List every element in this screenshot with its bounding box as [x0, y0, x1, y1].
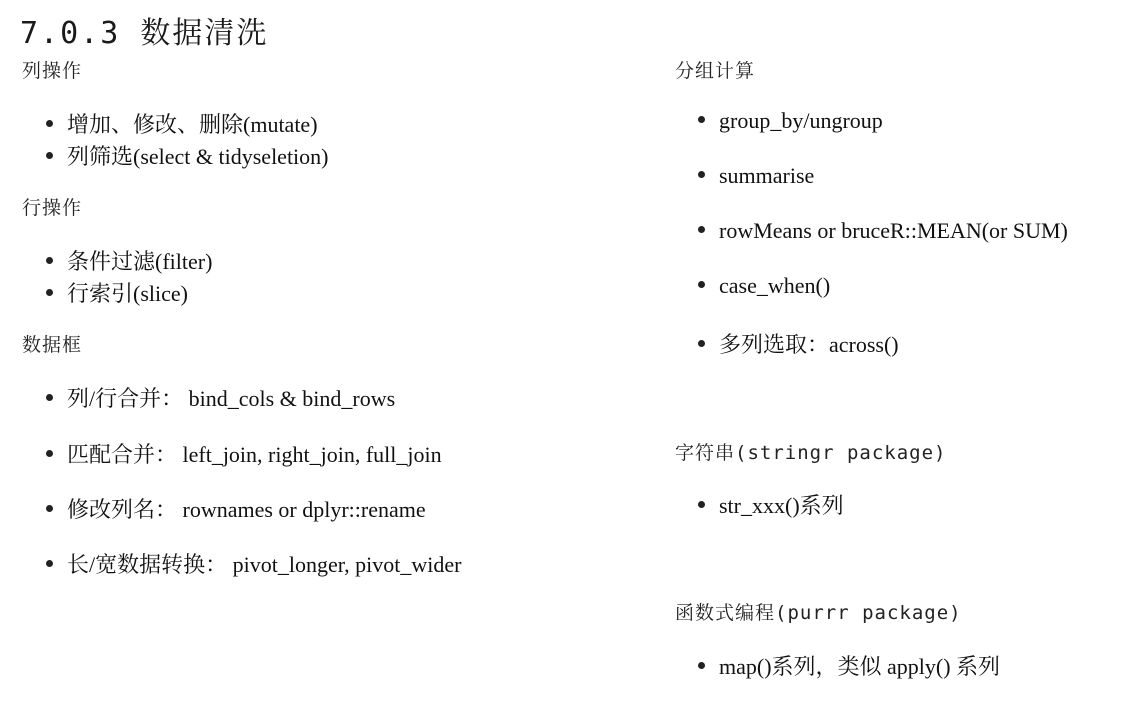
page-title: 7.0.3 数据清洗: [20, 16, 269, 51]
list-item: case_when(): [698, 273, 830, 299]
list-item: 条件过滤(filter): [46, 245, 212, 276]
list-item: rowMeans or bruceR::MEAN(or SUM): [698, 218, 1068, 244]
bullet-icon: [698, 281, 705, 288]
list-item: str_xxx()系列: [698, 489, 844, 520]
section-heading-row-ops: 行操作: [22, 197, 83, 219]
bullet-icon: [698, 226, 705, 233]
list-item: 匹配合并： left_join, right_join, full_join: [46, 438, 442, 469]
list-item: 多列选取：across(): [698, 328, 899, 359]
bullet-icon: [46, 394, 53, 401]
section-heading-purrr: 函数式编程(purrr package): [675, 602, 962, 624]
list-item: group_by/ungroup: [698, 108, 883, 134]
bullet-icon: [46, 257, 53, 264]
bullet-icon: [698, 116, 705, 123]
bullet-icon: [46, 120, 53, 127]
list-item: map()系列，类似 apply() 系列: [698, 650, 1000, 681]
bullet-icon: [698, 501, 705, 508]
bullet-icon: [46, 152, 53, 159]
bullet-icon: [46, 289, 53, 296]
list-item: 列筛选(select & tidyseletion): [46, 140, 329, 171]
list-item: 列/行合并： bind_cols & bind_rows: [46, 382, 395, 413]
list-item: 长/宽数据转换： pivot_longer, pivot_wider: [46, 548, 461, 579]
list-item: 增加、修改、删除(mutate): [46, 108, 318, 139]
bullet-icon: [46, 560, 53, 567]
list-item: 修改列名： rownames or dplyr::rename: [46, 493, 426, 524]
list-item: 行索引(slice): [46, 277, 188, 308]
bullet-icon: [698, 662, 705, 669]
bullet-icon: [46, 505, 53, 512]
list-item: summarise: [698, 163, 814, 189]
bullet-icon: [46, 450, 53, 457]
section-heading-column-ops: 列操作: [22, 60, 83, 82]
bullet-icon: [698, 340, 705, 347]
bullet-icon: [698, 171, 705, 178]
section-heading-stringr: 字符串(stringr package): [675, 442, 947, 464]
section-heading-group-calc: 分组计算: [675, 60, 756, 82]
section-heading-dataframe: 数据框: [22, 334, 83, 356]
